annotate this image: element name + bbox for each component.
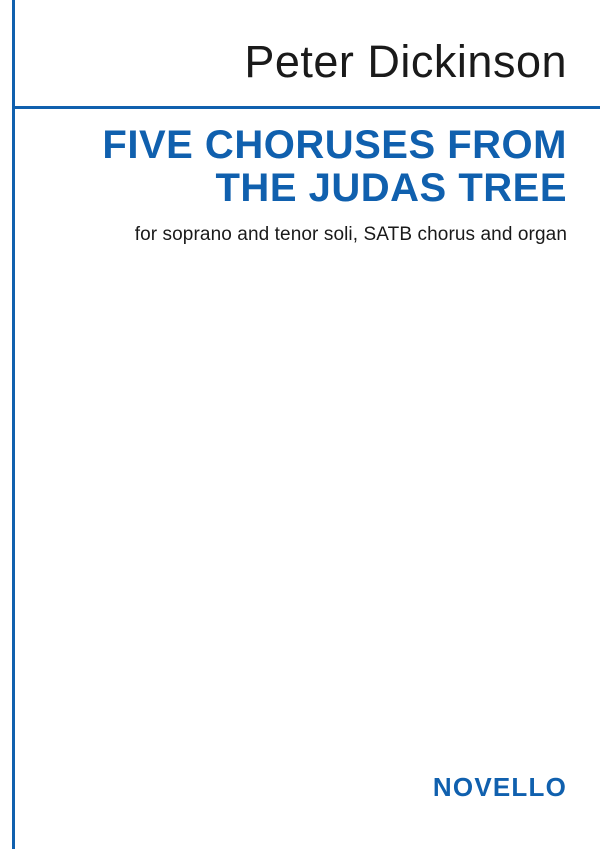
- cover-content: [15, 0, 600, 849]
- work-title-line-2: THE JUDAS TREE: [215, 166, 567, 211]
- publisher-logo: NOVELLO: [432, 772, 567, 802]
- work-title-line-1: FIVE CHORUSES FROM: [102, 123, 567, 167]
- work-subtitle: for soprano and tenor soli, SATB chorus and organ: [134, 224, 567, 245]
- composer-name: Peter Dickinson: [244, 36, 567, 87]
- horizontal-divider: [15, 106, 600, 109]
- work-title: [15, 124, 567, 210]
